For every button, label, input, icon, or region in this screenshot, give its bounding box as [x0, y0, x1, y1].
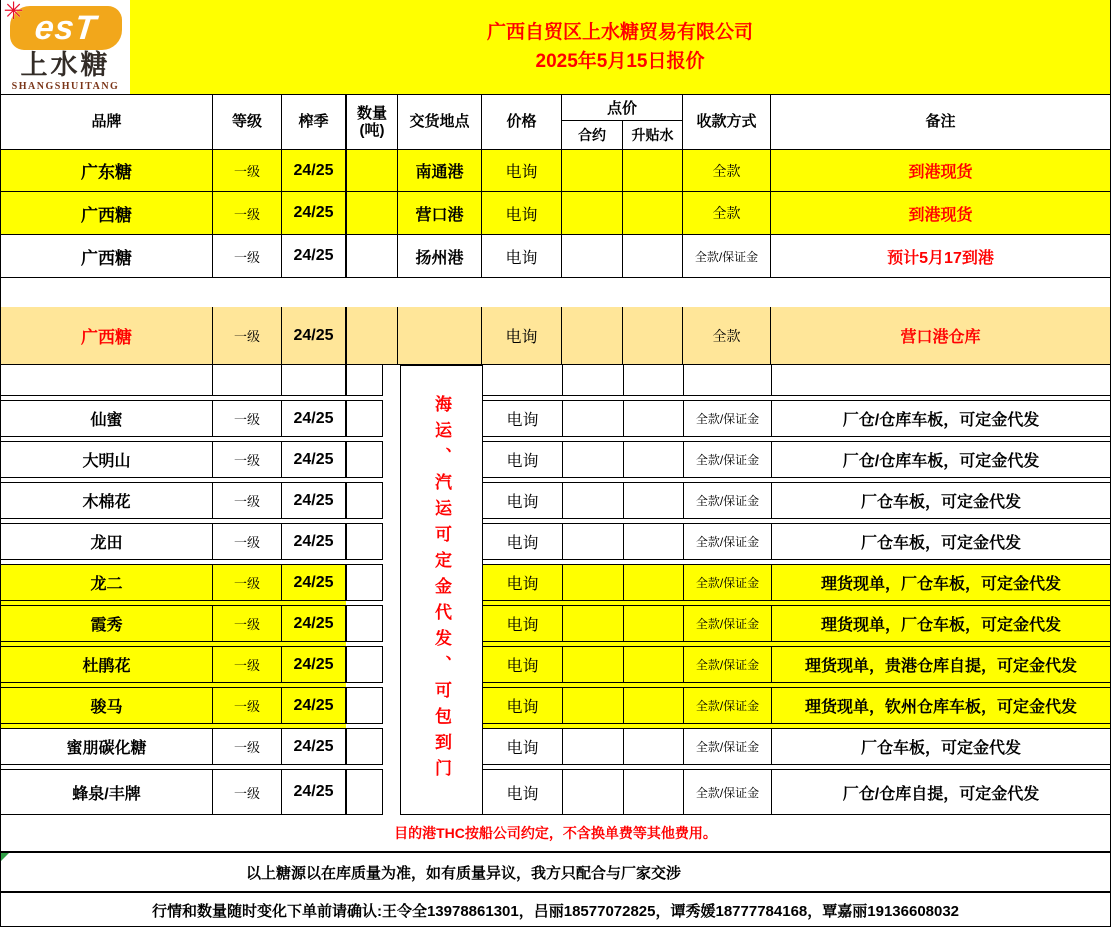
cell-delivery	[398, 307, 482, 364]
cell-grade: 一级	[213, 192, 282, 234]
header-point-price-subrow	[562, 121, 682, 149]
table-row	[1, 605, 1110, 646]
cell-quantity	[345, 192, 398, 234]
cell-quantity	[345, 150, 398, 191]
cell-contract	[562, 192, 623, 234]
table-row	[1, 523, 1110, 564]
cell-payment: 全款/保证金	[684, 400, 772, 437]
cell-grade: 一级	[213, 235, 282, 277]
cell-brand: 龙田	[1, 523, 213, 560]
cell-contract	[563, 646, 624, 683]
table-row	[1, 441, 1110, 482]
cell-premium	[623, 192, 683, 234]
cell-season: 24/25	[282, 400, 345, 437]
cell-premium	[624, 365, 684, 396]
empty-row	[1, 365, 1110, 400]
table-row	[1, 687, 1110, 728]
cell-quantity	[345, 564, 383, 601]
cell-season: 24/25	[282, 564, 345, 601]
header-season: 榨季	[298, 113, 329, 131]
cell-remark: 理货现单，厂仓车板，可定金代发	[772, 605, 1110, 642]
cell-contract	[563, 687, 624, 724]
cell-delivery: 扬州港	[398, 235, 482, 277]
featured-row	[1, 307, 1110, 365]
table-row	[1, 482, 1110, 523]
cell-contract	[563, 728, 624, 765]
cell-quantity	[345, 235, 398, 277]
cell-price: 电询	[483, 728, 563, 765]
cell-grade: 一级	[213, 441, 282, 478]
cell-quantity	[345, 687, 383, 724]
cell-brand: 木棉花	[1, 482, 213, 519]
cell-contract	[562, 307, 623, 364]
cell-price: 电询	[482, 150, 562, 191]
cell-season: 24/25	[293, 247, 334, 264]
cell-price: 电询	[482, 235, 562, 277]
column-strip	[383, 646, 400, 683]
cell-grade: 一级	[213, 769, 282, 815]
company-logo	[1, 0, 130, 94]
cell-remark: 理货现单，钦州仓库车板，可定金代发	[772, 687, 1110, 724]
header-point-price-group	[562, 95, 683, 149]
cell-payment: 全款/保证金	[684, 523, 772, 560]
cell-grade: 一级	[213, 307, 282, 364]
cell-quantity	[345, 441, 383, 478]
column-strip	[383, 605, 400, 642]
cell-premium	[624, 523, 684, 560]
cell-grade	[213, 365, 282, 396]
quote-date: 2025年5月15日报价	[535, 51, 705, 72]
cell-season: 24/25	[293, 204, 334, 221]
cell-season: 24/25	[282, 687, 345, 724]
cell-payment	[684, 365, 772, 396]
cell-premium	[624, 564, 684, 601]
cell-grade: 一级	[213, 400, 282, 437]
cell-brand: 霞秀	[1, 605, 213, 642]
cell-flag-icon	[1, 853, 9, 861]
cell-grade: 一级	[213, 687, 282, 724]
blank-row	[1, 278, 1110, 307]
column-strip	[383, 365, 400, 396]
cell-payment: 全款/保证金	[684, 605, 772, 642]
table-row	[1, 728, 1110, 769]
cell-premium	[623, 235, 683, 277]
cell-season: 24/25	[293, 161, 334, 179]
cell-remark: 预计5月17到港	[887, 249, 994, 267]
cell-contract	[563, 482, 624, 519]
cell-season: 24/25	[282, 605, 345, 642]
cell-price: 电询	[483, 523, 563, 560]
cell-remark: 理货现单，贵港仓库自提，可定金代发	[772, 646, 1110, 683]
table-header	[1, 95, 1110, 150]
cell-contract	[563, 605, 624, 642]
cell-grade: 一级	[213, 564, 282, 601]
cell-payment: 全款	[683, 192, 771, 234]
cell-contract	[563, 769, 624, 815]
cell-payment: 全款/保证金	[684, 564, 772, 601]
product-table-block	[1, 365, 1110, 815]
cell-payment: 全款/保证金	[684, 646, 772, 683]
cell-price: 电询	[482, 307, 562, 364]
cell-price: 电询	[482, 192, 562, 234]
logo-badge	[3, 0, 122, 50]
cell-brand: 广西糖	[1, 235, 213, 277]
cell-season: 24/25	[282, 646, 345, 683]
title-band	[1, 0, 1110, 95]
cell-payment: 全款/保证金	[684, 441, 772, 478]
cell-premium	[623, 307, 683, 364]
column-strip	[383, 687, 400, 724]
column-strip	[383, 564, 400, 601]
cell-brand: 杜鹃花	[1, 646, 213, 683]
cell-payment: 全款/保证金	[684, 769, 772, 815]
cell-remark: 营口港仓库	[900, 329, 981, 346]
header-brand: 品牌	[1, 95, 213, 149]
header-remark: 备注	[925, 113, 956, 131]
cell-brand: 广西糖	[1, 307, 213, 364]
cell-delivery: 营口港	[398, 192, 482, 234]
cell-contract	[563, 564, 624, 601]
header-quantity-line2: (吨)	[359, 122, 385, 139]
table-row	[1, 646, 1110, 687]
cell-price: 电询	[483, 564, 563, 601]
column-strip	[383, 482, 400, 519]
table-row	[1, 400, 1110, 441]
cell-quantity	[345, 728, 383, 765]
table-row	[1, 192, 1110, 235]
cell-price: 电询	[483, 769, 563, 815]
header-quantity	[345, 95, 398, 149]
header-delivery: 交货地点	[398, 95, 482, 149]
cell-season: 24/25	[282, 523, 345, 560]
cell-remark: 厂仓/仓库自提，可定金代发	[772, 769, 1110, 815]
cell-brand: 仙蜜	[1, 400, 213, 437]
shipping-note-merged-cell	[400, 365, 483, 815]
cell-contract	[563, 365, 624, 396]
cell-remark: 厂仓车板，可定金代发	[772, 523, 1110, 560]
cell-brand: 大明山	[1, 441, 213, 478]
table-row	[1, 150, 1110, 192]
cell-remark: 厂仓/仓库车板，可定金代发	[772, 400, 1110, 437]
cell-payment: 全款/保证金	[683, 235, 771, 277]
cell-premium	[624, 646, 684, 683]
column-strip	[383, 400, 400, 437]
cell-brand: 广东糖	[1, 150, 213, 191]
cell-grade: 一级	[213, 605, 282, 642]
cell-premium	[624, 769, 684, 815]
table-row	[1, 235, 1110, 278]
cell-remark: 厂仓/仓库车板，可定金代发	[772, 441, 1110, 478]
header-price: 价格	[482, 95, 562, 149]
cell-season: 24/25	[282, 769, 345, 815]
cell-price	[483, 365, 563, 396]
table-row	[1, 769, 1110, 815]
quality-footnote-text: 以上糖源以在库质量为准，如有质量异议，我方只配合与厂家交涉	[245, 864, 681, 882]
contact-footnote: 行情和数量随时变化下单前请确认:王令全13978861301，吕丽18577072825，谭秀媛18777784168，覃嘉丽19136608032	[151, 902, 960, 920]
cell-grade: 一级	[213, 728, 282, 765]
cell-brand: 骏马	[1, 687, 213, 724]
cell-season: 24/25	[282, 482, 345, 519]
cell-season: 24/25	[282, 728, 345, 765]
cell-quantity	[345, 523, 383, 560]
cell-price: 电询	[483, 482, 563, 519]
cell-premium	[624, 728, 684, 765]
cell-price: 电询	[483, 646, 563, 683]
cell-payment: 全款/保证金	[684, 687, 772, 724]
thc-footnote: 目的港THC按船公司约定，不含换单费等其他费用。	[1, 815, 1110, 853]
cell-grade: 一级	[213, 523, 282, 560]
cell-quantity	[345, 482, 383, 519]
cell-contract	[562, 150, 623, 191]
cell-remark: 到港现货	[908, 206, 973, 224]
cell-remark: 厂仓车板，可定金代发	[772, 482, 1110, 519]
cell-price: 电询	[483, 441, 563, 478]
column-strip	[383, 523, 400, 560]
cell-premium	[624, 605, 684, 642]
cell-season	[282, 365, 345, 396]
cell-premium	[624, 400, 684, 437]
cell-remark: 到港现货	[908, 164, 973, 181]
logo-name-cn: 上水糖	[20, 50, 111, 80]
cell-quantity	[345, 769, 383, 815]
cell-contract	[563, 400, 624, 437]
cell-quantity	[345, 307, 398, 364]
cell-season: 24/25	[293, 326, 334, 344]
cell-premium	[623, 150, 683, 191]
header-point-price: 点价	[562, 95, 682, 121]
star-icon: ✳	[3, 0, 24, 25]
cell-quantity	[345, 605, 383, 642]
cell-price: 电询	[483, 400, 563, 437]
logo-name-en: SHANGSHUITANG	[11, 80, 120, 92]
column-strip	[383, 441, 400, 478]
cell-brand: 龙二	[1, 564, 213, 601]
company-name: 广西自贸区上水糖贸易有限公司	[486, 21, 753, 43]
cell-quantity	[345, 365, 383, 396]
table-row	[1, 564, 1110, 605]
cell-contract	[563, 441, 624, 478]
cell-remark: 厂仓车板，可定金代发	[772, 728, 1110, 765]
cell-grade: 一级	[213, 646, 282, 683]
cell-brand: 广西糖	[1, 192, 213, 234]
cell-grade: 一级	[213, 150, 282, 191]
shipping-note-vertical-text: 海运、汽运可定金代发、可包到门	[432, 395, 451, 785]
cell-price: 电询	[483, 605, 563, 642]
header-contract: 合约	[562, 121, 623, 149]
cell-payment: 全款/保证金	[684, 728, 772, 765]
cell-contract	[563, 523, 624, 560]
header-payment: 收款方式	[683, 95, 771, 149]
cell-payment: 全款	[683, 307, 771, 364]
cell-delivery: 南通港	[398, 150, 482, 191]
cell-quantity	[345, 646, 383, 683]
cell-quantity	[345, 400, 383, 437]
cell-payment: 全款/保证金	[684, 482, 772, 519]
quality-footnote	[1, 853, 1110, 893]
cell-season: 24/25	[282, 441, 345, 478]
header-premium-discount: 升贴水	[631, 127, 674, 143]
cell-premium	[624, 482, 684, 519]
cell-remark: 理货现单，厂仓车板，可定金代发	[772, 564, 1110, 601]
column-strip	[383, 728, 400, 765]
header-quantity-line1: 数量	[356, 104, 387, 122]
column-strip	[383, 769, 400, 815]
report-title	[130, 0, 1110, 94]
cell-brand	[1, 365, 213, 396]
cell-brand: 蜜朋碳化糖	[1, 728, 213, 765]
cell-premium	[624, 687, 684, 724]
cell-grade: 一级	[213, 482, 282, 519]
cell-remark	[772, 365, 1110, 396]
cell-premium	[624, 441, 684, 478]
cell-contract	[562, 235, 623, 277]
cell-brand: 蜂泉/丰牌	[1, 769, 213, 815]
header-grade: 等级	[213, 95, 282, 149]
logo-mark: esT	[32, 9, 99, 47]
cell-payment: 全款	[683, 150, 771, 191]
cell-price: 电询	[483, 687, 563, 724]
